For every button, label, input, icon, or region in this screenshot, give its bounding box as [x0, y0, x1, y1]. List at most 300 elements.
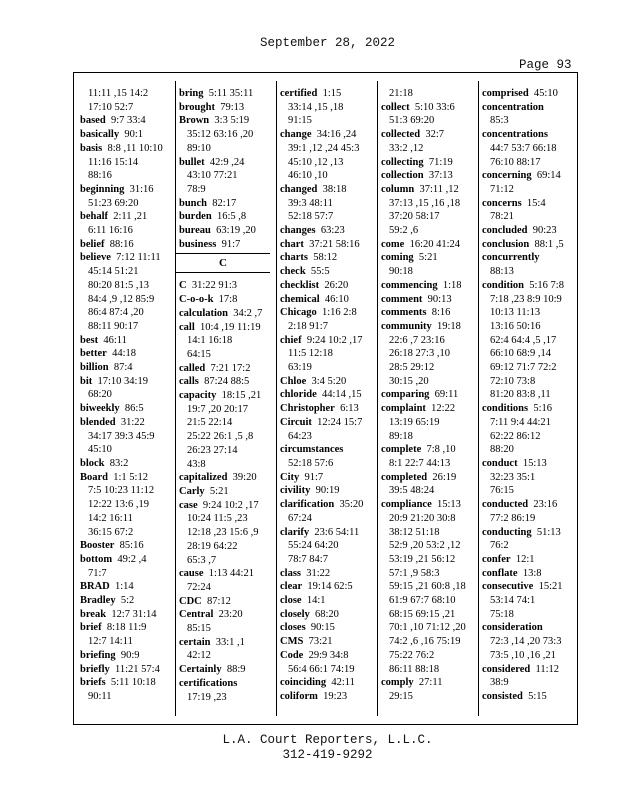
index-term: clear [280, 581, 303, 593]
index-ref-line [80, 443, 176, 457]
index-refs: 17:19 ,23 [187, 691, 227, 703]
index-term: charts [280, 252, 308, 264]
index-refs: 72:3 ,14 ,20 73:3 [490, 636, 562, 648]
index-refs: 67:24 [288, 512, 312, 524]
index-refs: 52:9 ,20 53:2 ,12 [389, 540, 461, 552]
index-term-line [80, 128, 176, 142]
index-refs: 78:9 [187, 183, 206, 195]
index-refs: 39:1 ,12 ,24 45:3 [288, 142, 360, 154]
index-ref-line [179, 334, 275, 348]
index-term-line [80, 539, 176, 553]
index-refs: 73:5 ,10 ,16 ,21 [490, 649, 556, 661]
index-ref-line [482, 183, 578, 197]
index-refs: 13:19 65:19 [389, 416, 440, 428]
index-ref-line [80, 197, 176, 211]
index-refs: 90:1 [124, 129, 144, 141]
index-refs: 27:11 [418, 677, 443, 689]
footer-company: L.A. Court Reporters, L.L.C. [222, 733, 433, 747]
index-ref-line [482, 430, 578, 444]
index-term-line [280, 580, 376, 594]
index-ref-line [482, 265, 578, 279]
index-refs: 26:18 27:3 ,10 [389, 348, 450, 360]
index-ref-line [381, 594, 477, 608]
index-term-line [381, 388, 477, 402]
index-refs: 28:19 64:22 [187, 540, 238, 552]
index-term: collecting [381, 156, 424, 168]
index-refs: 88:13 [490, 266, 514, 278]
index-term-line [280, 128, 376, 142]
index-term-line [482, 663, 578, 677]
index-ref-line [280, 210, 376, 224]
index-refs: 16:5 ,8 [216, 211, 247, 223]
index-term: collect [381, 101, 410, 113]
index-refs: 45:10 [88, 444, 112, 456]
index-term: conducted [482, 499, 529, 511]
index-term: confer [482, 553, 511, 565]
index-refs: 44:18 [112, 348, 136, 360]
index-term: business [179, 238, 217, 250]
index-term-line [482, 621, 578, 635]
index-term: biweekly [80, 403, 120, 415]
index-term: certain [179, 636, 211, 648]
index-refs: 3:3 5:19 [214, 115, 250, 127]
index-refs: 90:18 [389, 266, 413, 278]
index-refs: 73:21 [308, 636, 333, 648]
index-term-line [80, 471, 176, 485]
index-refs: 86:5 [124, 403, 144, 415]
index-term-line [482, 101, 578, 115]
index-ref-line [179, 444, 275, 458]
index-refs: 88:16 [88, 170, 112, 182]
index-term-line [80, 553, 176, 567]
index-refs: 64:15 [187, 348, 211, 360]
index-ref-line [179, 403, 275, 417]
index-term: collected [381, 129, 421, 141]
index-refs: 20:9 21:20 30:8 [389, 512, 456, 524]
index-refs: 8:16 [431, 307, 451, 319]
index-refs: 26:23 27:14 [187, 444, 238, 456]
index-refs: 39:3 48:11 [288, 197, 333, 209]
index-ref-line [482, 361, 578, 375]
index-ref-line [280, 539, 376, 553]
index-refs: 13:16 50:16 [490, 320, 541, 332]
index-refs: 80:20 81:5 ,13 [88, 279, 149, 291]
index-refs: 90:11 [88, 690, 112, 702]
index-term-line [482, 87, 578, 101]
index-refs: 90:19 [315, 485, 340, 497]
index-refs: 72:24 [187, 581, 211, 593]
index-term-line [482, 457, 578, 471]
index-refs: 71:19 [428, 156, 453, 168]
index-term: concerns [482, 197, 522, 209]
index-refs: 51:13 [536, 526, 561, 538]
index-column-5 [482, 87, 578, 704]
index-refs: 38:18 [322, 183, 347, 195]
index-term-line [80, 334, 176, 348]
index-refs: 1:13 44:21 [208, 568, 254, 580]
index-refs: 59:15 ,21 60:8 ,18 [389, 581, 466, 593]
index-ref-line [381, 567, 477, 581]
index-term: compliance [381, 499, 432, 511]
index-refs: 30:15 ,20 [389, 375, 429, 387]
index-column-4 [381, 87, 477, 704]
index-ref-line [482, 388, 578, 402]
index-ref-line [381, 635, 477, 649]
index-ref-line [80, 567, 176, 581]
index-term: billion [80, 362, 109, 374]
index-refs: 25:22 26:1 ,5 ,8 [187, 431, 254, 443]
index-refs: 84:4 ,9 ,12 85:9 [88, 293, 155, 305]
index-refs: 42:9 ,24 [209, 156, 245, 168]
index-refs: 9:7 33:4 [110, 115, 146, 127]
index-refs: 26:19 [432, 471, 457, 483]
index-term-line [280, 443, 376, 457]
index-refs: 11:21 57:4 [115, 663, 160, 675]
index-term-line [280, 402, 376, 416]
index-refs: 11:12 [535, 663, 560, 675]
index-term: briefs [80, 677, 106, 689]
index-term: bottom [80, 553, 113, 565]
index-term: community [381, 320, 432, 332]
index-refs: 26:20 [324, 279, 349, 291]
index-refs: 10:13 11:13 [490, 307, 541, 319]
index-refs: 6:13 [340, 403, 359, 415]
index-term: calls [179, 376, 199, 388]
index-term: call [179, 321, 195, 333]
index-refs: 46:11 [103, 334, 127, 346]
index-term: basically [80, 129, 120, 141]
index-ref-line [280, 156, 376, 170]
index-term-line [280, 635, 376, 649]
index-ref-line [482, 156, 578, 170]
index-term-line [381, 306, 477, 320]
index-refs: 8:8 ,11 10:10 [107, 142, 163, 154]
index-refs: 82:17 [212, 197, 237, 209]
index-term: comments [381, 307, 427, 319]
index-refs: 62:4 64:4 ,5 ,17 [490, 334, 557, 346]
index-refs: 15:13 [437, 499, 461, 511]
index-ref-line [280, 430, 376, 444]
index-term: chief [280, 334, 302, 346]
index-column-1 [80, 87, 176, 704]
index-refs: 55:5 [310, 266, 330, 278]
index-refs: 23:6 54:11 [314, 526, 360, 538]
index-term: chart [280, 238, 304, 250]
index-refs: 85:15 [187, 623, 211, 635]
index-refs: 53:14 74:1 [490, 595, 536, 607]
index-term: changed [280, 183, 318, 195]
index-refs: 49:2 ,4 [117, 553, 147, 565]
index-term-line [381, 169, 477, 183]
index-ref-line [179, 348, 275, 362]
index-refs: 23:16 [533, 499, 558, 511]
index-term: briefly [80, 663, 110, 675]
index-term: CMS [280, 636, 304, 648]
index-refs: 51:23 69:20 [88, 197, 139, 209]
index-refs: 2:18 91:7 [288, 320, 328, 332]
index-refs: 88:9 [226, 664, 246, 676]
index-refs: 1:18 [442, 279, 462, 291]
index-term-line [179, 114, 275, 128]
index-term: clarify [280, 526, 310, 538]
index-refs: 90:23 [532, 225, 557, 237]
index-ref-line [280, 553, 376, 567]
index-term-line [482, 128, 578, 142]
index-term-line [381, 128, 477, 142]
index-ref-line [80, 87, 176, 101]
index-refs: 68:15 69:15 ,21 [389, 608, 456, 620]
index-ref-line [280, 663, 376, 677]
index-term: better [80, 348, 107, 360]
index-refs: 42:12 [187, 650, 211, 662]
index-term: City [280, 471, 300, 483]
index-term: BRAD [80, 581, 110, 593]
index-column-3 [280, 87, 376, 704]
index-ref-line [381, 142, 477, 156]
index-term: case [179, 499, 198, 511]
index-ref-line [280, 142, 376, 156]
index-refs: 71:7 [88, 567, 107, 579]
index-refs: 38:12 51:18 [389, 526, 440, 538]
index-refs: 15:13 [522, 457, 547, 469]
index-term: class [280, 567, 301, 579]
index-term-line [179, 101, 275, 115]
index-term: comprised [482, 88, 529, 99]
index-refs: 72:10 73:8 [490, 375, 536, 387]
index-refs: 12:1 [515, 553, 535, 565]
index-refs: 83:2 [109, 457, 129, 469]
index-ref-line [179, 554, 275, 568]
index-ref-line [280, 457, 376, 471]
index-ref-line [80, 388, 176, 402]
index-ref-line [179, 458, 275, 472]
index-term: brought [179, 101, 215, 113]
index-term-line [179, 389, 275, 403]
index-ref-line [280, 197, 376, 211]
index-refs: 91:15 [288, 115, 312, 127]
index-ref-line [179, 512, 275, 526]
index-ref-line [482, 539, 578, 553]
index-refs: 36:15 67:2 [88, 526, 134, 538]
index-refs: 17:8 [218, 294, 238, 306]
index-term: Code [280, 649, 304, 661]
index-refs: 57:1 ,9 58:3 [389, 567, 440, 579]
index-term-line [381, 471, 477, 485]
index-ref-line [482, 210, 578, 224]
index-term-line [280, 498, 376, 512]
index-term-line [280, 594, 376, 608]
index-ref-line [482, 676, 578, 690]
index-term-line [482, 169, 578, 183]
index-term: checklist [280, 279, 320, 291]
index-term-line [80, 663, 176, 677]
index-refs: 81:20 83:8 ,11 [490, 389, 551, 401]
index-refs: 29:15 [389, 690, 413, 702]
index-ref-line [179, 169, 275, 183]
index-ref-line [80, 169, 176, 183]
index-ref-line [80, 690, 176, 704]
index-term-line [80, 402, 176, 416]
index-refs: 75:22 76:2 [389, 649, 435, 661]
index-term: Board [80, 471, 109, 483]
index-term-line [280, 183, 376, 197]
index-term: conditions [482, 403, 529, 415]
index-ref-line [179, 526, 275, 540]
index-refs: 6:11 16:16 [88, 225, 133, 237]
index-ref-line [482, 635, 578, 649]
index-refs: 46:10 ,10 [288, 170, 328, 182]
index-term-line [381, 183, 477, 197]
index-refs: 5:21 [209, 485, 229, 497]
index-refs: 29:9 34:8 [308, 649, 349, 661]
index-term: complaint [381, 403, 426, 415]
index-term: based [80, 115, 106, 127]
index-term: considered [482, 663, 531, 675]
index-term-line [280, 526, 376, 540]
index-ref-line [482, 114, 578, 128]
index-refs: 21:5 22:14 [187, 417, 233, 429]
index-term-line [80, 210, 176, 224]
index-refs: 7:5 10:23 11:12 [88, 485, 155, 497]
index-term: blended [80, 416, 116, 428]
index-refs: 86:11 88:18 [389, 663, 440, 675]
index-term-line [381, 402, 477, 416]
index-term: Booster [80, 540, 115, 552]
index-term: bit [80, 375, 93, 387]
index-refs: 15:21 [538, 581, 563, 593]
index-refs: 12:22 13:6 ,19 [88, 499, 149, 511]
index-term: bureau [179, 225, 211, 237]
index-term: Chicago [280, 307, 317, 319]
index-term-line [179, 636, 275, 650]
index-term-line [80, 114, 176, 128]
index-refs: 33:2 ,12 [389, 142, 424, 154]
index-refs: 37:13 ,15 ,16 ,18 [389, 197, 461, 209]
index-ref-line [482, 608, 578, 622]
index-refs: 52:18 57:7 [288, 211, 334, 223]
index-refs: 1:16 2:8 [322, 307, 357, 319]
index-term-line [179, 238, 275, 252]
page-footer [0, 733, 618, 763]
index-term: burden [179, 211, 212, 223]
index-term: consideration [482, 622, 543, 634]
index-term-line [381, 156, 477, 170]
index-refs: 2:11 ,21 [113, 211, 148, 223]
index-term-line [482, 238, 578, 252]
index-refs: 69:12 71:7 72:2 [490, 362, 557, 374]
index-refs: 39:20 [232, 472, 257, 484]
index-term-line [280, 279, 376, 293]
index-term: clarification [280, 499, 335, 511]
index-term-line [280, 649, 376, 663]
index-term-line [80, 649, 176, 663]
index-ref-line [482, 484, 578, 498]
index-term: commencing [381, 279, 438, 291]
index-refs: 52:18 57:6 [288, 457, 334, 469]
index-refs: 68:20 [88, 389, 112, 401]
index-ref-line [381, 512, 477, 526]
index-term-line [80, 142, 176, 156]
index-ref-line [482, 416, 578, 430]
index-term-line [179, 567, 275, 581]
index-ref-line [482, 512, 578, 526]
index-term: certifications [179, 677, 238, 689]
index-refs: 61:9 67:7 68:10 [389, 595, 456, 607]
section-letter: C [176, 253, 270, 273]
index-term-line [381, 279, 477, 293]
index-term-line [482, 690, 578, 704]
index-refs: 51:3 69:20 [389, 115, 435, 127]
index-ref-line [482, 594, 578, 608]
index-ref-line [80, 498, 176, 512]
index-term-line [179, 224, 275, 238]
index-term-line [179, 321, 275, 335]
index-refs: 31:22 91:3 [191, 280, 238, 292]
index-refs: 91:7 [221, 238, 241, 250]
index-term: condition [482, 279, 525, 291]
index-refs: 19:14 62:5 [307, 581, 353, 593]
index-term-line [179, 677, 275, 691]
index-ref-line [381, 621, 477, 635]
index-term-line [80, 621, 176, 635]
index-term-line [280, 608, 376, 622]
index-term: behalf [80, 211, 109, 223]
index-term-line [381, 498, 477, 512]
index-ref-line [381, 265, 477, 279]
index-ref-line [381, 457, 477, 471]
index-term: come [381, 238, 405, 250]
index-term-line [179, 362, 275, 376]
index-term-line [179, 197, 275, 211]
index-term-line [80, 580, 176, 594]
index-term: best [80, 334, 99, 346]
index-refs: 78:7 84:7 [288, 553, 328, 565]
index-term-line [482, 553, 578, 567]
index-term: check [280, 266, 306, 278]
index-term-line [179, 485, 275, 499]
index-refs: 1:1 5:12 [113, 471, 148, 483]
index-term: Christopher [280, 403, 335, 415]
index-term: basis [80, 142, 103, 154]
index-term-line [80, 676, 176, 690]
index-refs: 5:15 [528, 690, 547, 702]
index-term-line [179, 307, 275, 321]
index-ref-line [381, 375, 477, 389]
index-term: concentrations [482, 129, 548, 141]
index-term-line [280, 251, 376, 265]
index-refs: 8:1 22:7 44:13 [389, 457, 451, 469]
index-refs: 11:11 ,15 14:2 [88, 88, 149, 99]
index-ref-line [179, 540, 275, 554]
index-term-line [482, 567, 578, 581]
index-ref-line [280, 169, 376, 183]
index-term-line [381, 443, 477, 457]
index-refs: 37:13 [428, 170, 453, 182]
index-refs: 34:17 39:3 45:9 [88, 430, 155, 442]
index-refs: 62:22 86:12 [490, 430, 541, 442]
index-ref-line [80, 265, 176, 279]
index-ref-line [80, 279, 176, 293]
index-ref-line [381, 690, 477, 704]
index-term-line [280, 567, 376, 581]
column-divider [478, 81, 479, 716]
index-refs: 35:20 [339, 499, 364, 511]
index-ref-line [482, 347, 578, 361]
index-ref-line [179, 581, 275, 595]
index-refs: 66:10 68:9 ,14 [490, 348, 551, 360]
index-term-line [482, 580, 578, 594]
index-ref-line [381, 347, 477, 361]
